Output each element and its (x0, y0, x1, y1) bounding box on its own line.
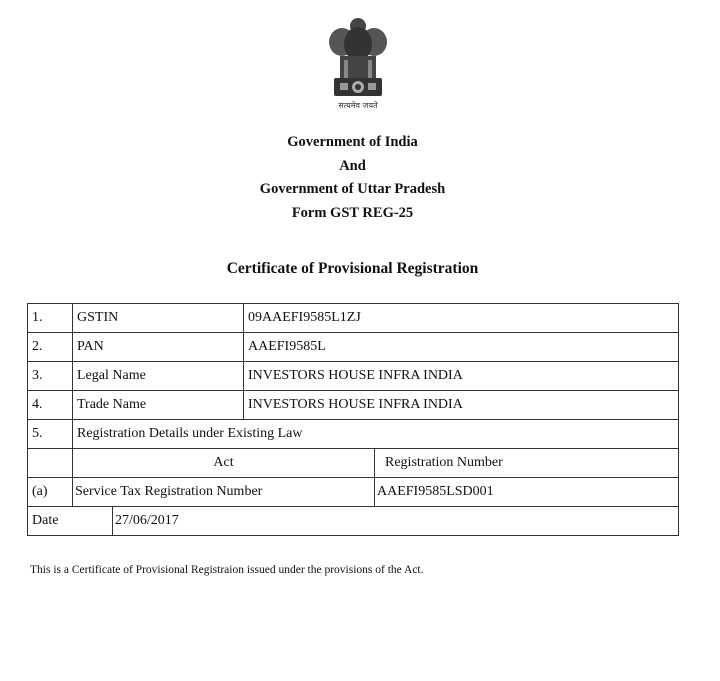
row-label: PAN (73, 333, 244, 362)
row-label: GSTIN (73, 304, 244, 333)
registration-number-header: Registration Number (375, 449, 679, 478)
date-row (28, 507, 679, 536)
row-number: 2. (28, 333, 73, 362)
table-row (28, 304, 679, 333)
row-number: 1. (28, 304, 73, 333)
trade-name-value: INVESTORS HOUSE INFRA INDIA (244, 391, 679, 420)
header-line-3: Government of Uttar Pradesh (259, 181, 446, 197)
national-emblem-icon (318, 12, 398, 112)
row-number: (a) (28, 478, 73, 507)
date-label: Date (28, 507, 113, 536)
row-label: Trade Name (73, 391, 244, 420)
act-value: Service Tax Registration Number (73, 478, 375, 507)
emblem-motto: सत्यमेव जयते (338, 101, 378, 110)
row-number: 5. (28, 420, 73, 449)
table-row (28, 333, 679, 362)
empty-cell (28, 449, 73, 478)
registration-table (27, 303, 679, 536)
row-number: 4. (28, 391, 73, 420)
table-row (28, 420, 679, 449)
row-number: 3. (28, 362, 73, 391)
form-number: Form GST REG-25 (291, 205, 414, 221)
legal-name-value: INVESTORS HOUSE INFRA INDIA (244, 362, 679, 391)
table-row (28, 478, 679, 507)
table-row (28, 362, 679, 391)
act-header: Act (73, 449, 375, 478)
section-label: Registration Details under Existing Law (73, 420, 679, 449)
table-row (28, 391, 679, 420)
table-header-row (28, 449, 679, 478)
registration-number-value: AAEFI9585LSD001 (375, 478, 679, 507)
header-line-2: And (339, 158, 366, 174)
pan-value: AAEFI9585L (244, 333, 679, 362)
date-value: 27/06/2017 (113, 507, 679, 536)
footer-note: This is a Certificate of Provisional Registraion issued under the provisions of the Act. (30, 564, 424, 576)
gstin-value: 09AAEFI9585L1ZJ (244, 304, 679, 333)
row-label: Legal Name (73, 362, 244, 391)
certificate-title: Certificate of Provisional Registration (226, 260, 479, 277)
header-line-1: Government of India (287, 134, 418, 150)
